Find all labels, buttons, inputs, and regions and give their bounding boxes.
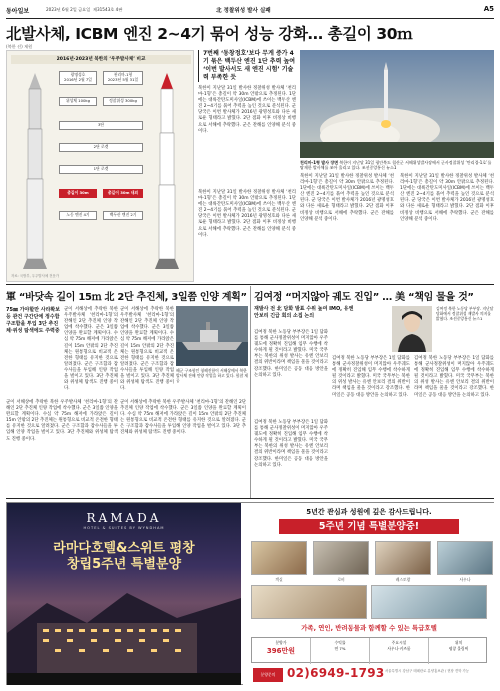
thumb-caption: 객실 (275, 577, 283, 582)
launch-photo (300, 50, 494, 158)
table-cell: 수익률 연 7% (311, 638, 370, 664)
lead-article (198, 50, 296, 135)
lead-body-continued: 북한이 지난달 31일 발사한 정찰위성 발사체 ‘천리마-1형’은 총길이 약 30m 안팎으로 추정된다. 1단에는 대륙간탄도미사일(ICBM)에 쓰이는 백두산 엔진 2~4기를 묶어 추력을 높인 것으로 분석된다. 군 당국은 이번 발사체가 2016년 광명성호와 다른 새로운 형태라고 밝혔다. 2단 점화 이후 비정상 비행으로 서해에 추락했다. 군은 잔해를 인양해 분석 중이다. (300, 174, 394, 222)
ship-image (176, 306, 248, 366)
ad-footnote: 서울특별시 강남구 테헤란로 분양홍보관 / 현장 견학 가능 (385, 669, 470, 673)
rocket-right-icon (147, 71, 187, 271)
thumb-view-wide (371, 585, 487, 619)
graphic-label: (북한 선) 제원 (6, 44, 33, 49)
stage3-label: 3단 (59, 121, 143, 130)
sub2-body: 김여정 북한 노동당 부부장은 1일 담화를 통해 군사정찰위성이 머지않아 우주궤도에 정확히 진입해 임무 수행에 착수하게 될 것이라고 밝혔다. 미국 국무부는 북한의 위성 발사는 유엔 안보리 결의 위반이라며 책임을 물을 것이라고 강조했다. 한미일은 공동 대응 방안을 논의하고 있다. (254, 330, 328, 378)
graphic-title: 2016년·2023년 북한의 ‘우주발사체’ 비교 (11, 55, 191, 64)
hotel-building-icon (7, 573, 241, 685)
ad-offer-banner: 5주년 기념 특별분양중! (279, 519, 459, 534)
thumb-lobby (313, 541, 369, 575)
sub2-body-col4: 김여정 북한 노동당 부부장은 1일 담화를 통해 군사정찰위성이 머지않아 우주궤도에 정확히 진입해 임무 수행에 착수하게 될 것이라고 밝혔다. 미국 국무부는 북한의 위성 발사는 유엔 안보리 결의 위반이라며 책임을 물을 것이라고 강조했다. 한미일은 공동 대응 방안을 논의하고 있다. (254, 420, 328, 468)
lead-body: 북한이 지난달 31일 발사한 정찰위성 발사체 ‘천리마-1형’은 총길이 약 30m 안팎으로 추정된다. 1단에는 대륙간탄도미사일(ICBM)에 쓰이는 백두산 엔진 2~4기를 묶어 추력을 높인 것으로 분석된다. 군 당국은 이번 발사체가 2016년 광명성호와 다른 새로운 형태라고 밝혔다. 2단 점화 이후 비정상 비행으로 서해에 추락했다. 군은 잔해를 인양해 분석 중이다. (198, 86, 296, 134)
sub2-body-col2: 김여정 북한 노동당 부부장은 1일 담화를 통해 군사정찰위성이 머지않아 우주궤도에 정확히 진입해 임무 수행에 착수하게 될 것이라고 밝혔다. 미국 국무부는 북한의 위성 발사는 유엔 안보리 결의 위반이라며 책임을 물을 것이라고 강조했다. 한미일은 공동 대응 방안을 논의하고 있다. (332, 356, 410, 398)
right-rocket-name: 천리마-1형 2023년 5월 31일 (103, 71, 143, 85)
thumb-sauna (437, 541, 493, 575)
avatar (392, 306, 432, 352)
ship-photo (176, 306, 248, 366)
right-engine: 백두산 엔진 2기 (103, 211, 143, 220)
ad-brand-logo: RAMADA (86, 511, 162, 525)
sub2-headline: 김여정 “머지않아 궤도 진입” … 美 “책임 물을 것” (254, 292, 474, 303)
launch-caption: 천리마-1형 발사 장면 북한이 지난달 31일 평안북도 철산군 서해위성발사장에서 군사정찰위성 ‘만리경-1호’를 탑재한 발사체를 쏘아 올리고 있다. 조선중앙통신 뉴스1 (300, 160, 492, 171)
page-number: A5 (483, 5, 494, 13)
left-payload: 위성체 100kg (59, 97, 97, 106)
graphic-source: 자료: 국방부, 우주발사체 전문가 (11, 274, 60, 278)
thumb-caption: 사우나 (459, 577, 471, 582)
thumb-caption: 로비 (337, 577, 345, 582)
stage1-label: 1단 로켓 (59, 165, 143, 174)
ad-family-line: 가족, 연인, 반려동물과 함께할 수 있는 특급호텔 (301, 624, 437, 632)
column-divider (250, 286, 251, 498)
kim-yo-jong-portrait (392, 306, 432, 352)
ad-headline-2: 창립5주년 특별분양 (66, 557, 182, 572)
sub1-body: 군이 서해상에 추락한 북한 우주발사체 ‘천리마-1형’의 잔해인 2단 추진체 인양 작업에 착수했다. 군은 3일쯤 인양을 완료할 계획이다. 수심 약 75m 해저에 가라앉은 길이 15m 안팎의 2단 추진체는 원통형으로 비교적 온전한 형태를 유지한 것으로 알려졌다. 군은 구조함과 잠수사들을 투입해 인양 작업을 벌이고 있다. 3단 추진체와 위성체 탐색도 진행 중이다. (64, 307, 118, 392)
ad-thanks-title: 5년간 관심과 성원에 깊은 감사드립니다. (306, 508, 432, 516)
issue-date: 2023년 6월 2일 금요일 제31543호 4판 (46, 7, 123, 12)
ad-divider (6, 498, 494, 499)
lead-body-col2: 북한이 지난달 31일 발사한 정찰위성 발사체 ‘천리마-1형’은 총길이 약 30m 안팎으로 추정된다. 1단에는 대륙간탄도미사일(ICBM)에 쓰이는 백두산 엔진 2~4기를 묶어 추력을 높인 것으로 분석된다. 군 당국은 이번 발사체가 2016년 광명성호와 다른 새로운 형태라고 밝혔다. 2단 점화 이후 비정상 비행으로 서해에 추락했다. 군은 잔해를 인양해 분석 중이다. (198, 190, 296, 238)
ad-info-table (251, 637, 487, 663)
portrait-caption: 김여정 북한 노동당 부부장. 지난달 담화에서 정찰위성 재발사 의지를 밝혔다. 조선중앙통신 뉴스1 (436, 306, 494, 321)
right-height-badge: 총길이 30m 내외 (103, 189, 143, 198)
sub2-deck: 재발사 전 北 담화 발표 수위 높여 IMO, 유엔 안보리 긴급 회의 소집 논의 (254, 306, 354, 319)
ad-brand-sub: HOTEL & SUITES BY WYNDHAM (83, 526, 165, 530)
section-title: 北 정찰위성 발사 실패 (216, 8, 271, 14)
masthead (6, 5, 494, 17)
sub1-headline: 軍 “바닷속 길이 15ｍ 北 2단 추진체, 3일쯤 인양 계획” (6, 292, 247, 303)
right-payload: 정찰위성 300kg (103, 97, 143, 106)
sub2-body-col3: 김여정 북한 노동당 부부장은 1일 담화를 통해 군사정찰위성이 머지않아 우주궤도에 정확히 진입해 임무 수행에 착수하게 될 것이라고 밝혔다. 미국 국무부는 북한의 위성 발사는 유엔 안보리 결의 위반이라며 책임을 물을 것이라고 강조했다. 한미일은 공동 대응 방안을 논의하고 있다. (414, 356, 494, 398)
phone-number-link[interactable]: 02)6949-1793 (287, 666, 385, 680)
left-rocket-name: 광명성호 2016년 2월 7일 (59, 71, 97, 85)
sub1-body-col4: 군이 서해상에 추락한 북한 우주발사체 ‘천리마-1형’의 잔해인 2단 추진체 인양 작업에 착수했다. 군은 3일쯤 인양을 완료할 계획이다. 수심 약 75m 해저에 가라앉은 길이 15m 안팎의 2단 추진체는 원통형으로 비교적 온전한 형태를 유지한 것으로 알려졌다. 군은 구조함과 잠수사들을 투입해 인양 작업을 벌이고 있다. 3단 추진체와 위성체 탐색도 진행 중이다. (120, 400, 246, 436)
phone-label: 분양문의 (253, 668, 283, 682)
launch-image (300, 50, 494, 158)
thumb-room (251, 541, 307, 575)
main-headline: 北발사체, ICBM 엔진 2~4기 묶어 성능 강화… 총길이 30ｍ (6, 25, 413, 43)
rocket-comparison-graphic (6, 50, 194, 282)
thumb-caption: 레스토랑 (395, 577, 411, 582)
table-cell: 위치 평창 올림픽 (448, 640, 469, 651)
sub1-body-col2: 군이 서해상에 추락한 북한 우주발사체 ‘천리마-1형’의 잔해인 2단 추진체 인양 작업에 착수했다. 군은 3일쯤 인양을 완료할 계획이다. 수심 약 75m 해저에 가라앉은 길이 15m 안팎의 2단 추진체는 원통형으로 비교적 온전한 형태를 유지한 것으로 알려졌다. 군은 구조함과 잠수사들을 투입해 인양 작업을 벌이고 있다. 3단 추진체와 위성체 탐색도 진행 중이다. (120, 307, 174, 392)
table-cell: 분양가 396만원 (252, 638, 311, 664)
newspaper-logo: 동아일보 (6, 8, 30, 15)
stage2-label: 2단 로켓 (59, 143, 143, 152)
ship-caption: 해군 구조함인 청해진함이 서해상에서 북한 발사체 잔해 인양 작업을 하고 있다. 합참 제공 (176, 368, 249, 383)
sub1-body-col3: 군이 서해상에 추락한 북한 우주발사체 ‘천리마-1형’의 잔해인 2단 추진체 인양 작업에 착수했다. 군은 3일쯤 인양을 완료할 계획이다. 수심 약 75m 해저에 가라앉은 길이 15m 안팎의 2단 추진체는 원통형으로 비교적 온전한 형태를 유지한 것으로 알려졌다. 군은 구조함과 잠수사들을 투입해 인양 작업을 벌이고 있다. 3단 추진체와 위성체 탐색도 진행 중이다. (6, 400, 118, 442)
thumb-restaurant (375, 541, 431, 575)
section-divider (6, 284, 494, 285)
ad-headline-1: 라마다호텔&스위트 평창 (53, 541, 195, 556)
sub1-deck: 75㎜ 가야할만 사라확보 등 관건 구간단에 정수함구조함을 투입 3단 추진체·위성 탐색에도 주력중 (6, 307, 61, 334)
hotel-advertisement[interactable] (6, 502, 494, 685)
lead-deck: 7번째 ‘동창정호’보다 무게 증가 4기 묶은 백두산 엔진 1단 추력 높여 ‘이번 발사서도 새 엔진 시험’ 기술력 부족한 듯 (198, 50, 296, 82)
ad-offer-panel (243, 503, 495, 685)
thumb-interior-wide (251, 585, 367, 619)
table-cell: 주요시설 사우나·키즈룸 (370, 638, 429, 664)
left-engine: 노동 엔진 4기 (59, 211, 97, 220)
rocket-left-icon (15, 71, 55, 271)
ad-hotel-panel (7, 503, 241, 685)
lead-body-continued-2: 북한이 지난달 31일 발사한 정찰위성 발사체 ‘천리마-1형’은 총길이 약 30m 안팎으로 추정된다. 1단에는 대륙간탄도미사일(ICBM)에 쓰이는 백두산 엔진 2~4기를 묶어 추력을 높인 것으로 분석된다. 군 당국은 이번 발사체가 2016년 광명성호와 다른 새로운 형태라고 밝혔다. 2단 점화 이후 비정상 비행으로 서해에 추락했다. 군은 잔해를 인양해 분석 중이다. (400, 174, 494, 222)
left-height-badge: 총길이 30m (59, 189, 97, 198)
masthead-rule (6, 18, 494, 19)
